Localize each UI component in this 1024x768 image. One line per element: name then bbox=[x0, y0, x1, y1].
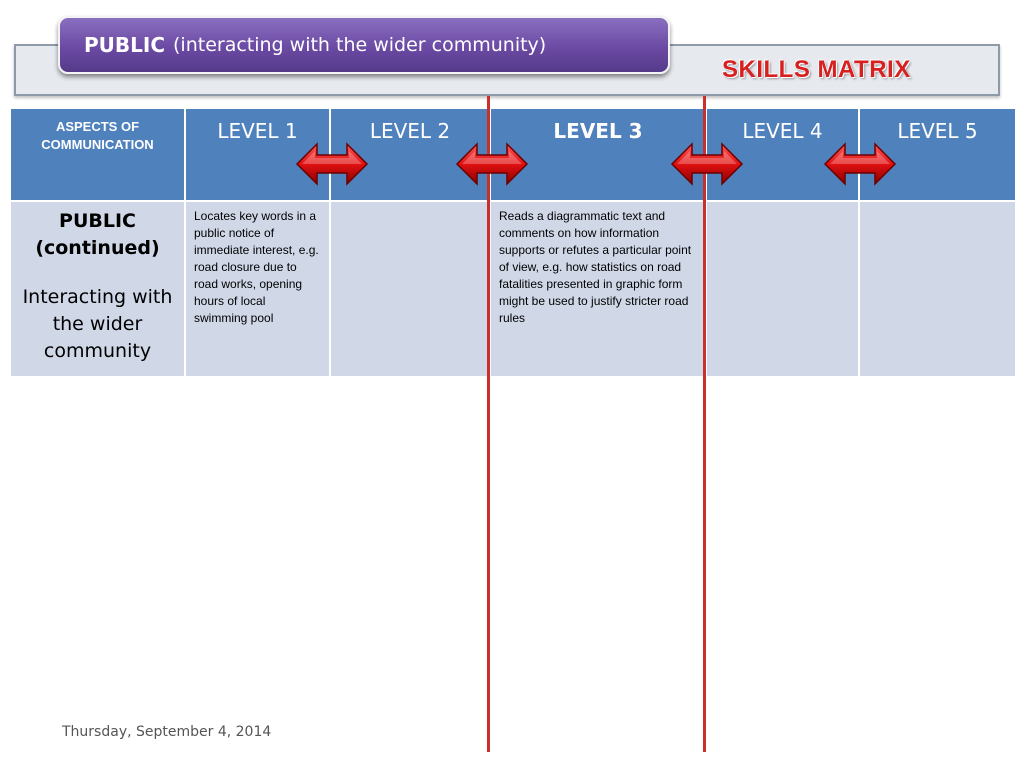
banner-bold-text: PUBLIC bbox=[84, 33, 166, 57]
header-level-1: LEVEL 1 bbox=[185, 108, 330, 201]
header-aspects: ASPECTS OF COMMUNICATION bbox=[10, 108, 185, 201]
header-level-4: LEVEL 4 bbox=[706, 108, 859, 201]
public-banner bbox=[58, 16, 670, 74]
double-arrow-icon bbox=[823, 141, 897, 187]
aspect-title: PUBLIC (continued) bbox=[35, 210, 160, 259]
level-1-cell: Locates key words in a public notice of immediate interest, e.g. road closure due to road works, opening hours of local swimming pool bbox=[185, 201, 330, 377]
level-2-cell bbox=[330, 201, 490, 377]
level-3-right-boundary-line bbox=[703, 96, 706, 752]
aspect-cell bbox=[10, 201, 185, 377]
double-arrow-icon bbox=[670, 141, 744, 187]
banner-subtitle: (interacting with the wider community) bbox=[173, 34, 547, 56]
header-level-5: LEVEL 5 bbox=[859, 108, 1016, 201]
footer-date: Thursday, September 4, 2014 bbox=[62, 724, 272, 740]
skills-matrix-label: SKILLS MATRIX bbox=[722, 56, 911, 83]
header-level-2: LEVEL 2 bbox=[330, 108, 490, 201]
level-5-cell bbox=[859, 201, 1016, 377]
level-4-cell bbox=[706, 201, 859, 377]
header-level-3: LEVEL 3 bbox=[490, 108, 706, 201]
level-3-left-boundary-line bbox=[487, 96, 490, 752]
level-3-cell: Reads a diagrammatic text and comments on how information supports or refutes a particular point of view, e.g. how statistics on road fatalities presented in graphic form might be used to justify stricter road rules bbox=[490, 201, 706, 377]
table-row bbox=[10, 201, 1016, 377]
double-arrow-icon bbox=[455, 141, 529, 187]
aspect-description: Interacting with the wider community bbox=[22, 286, 173, 362]
double-arrow-icon bbox=[295, 141, 369, 187]
